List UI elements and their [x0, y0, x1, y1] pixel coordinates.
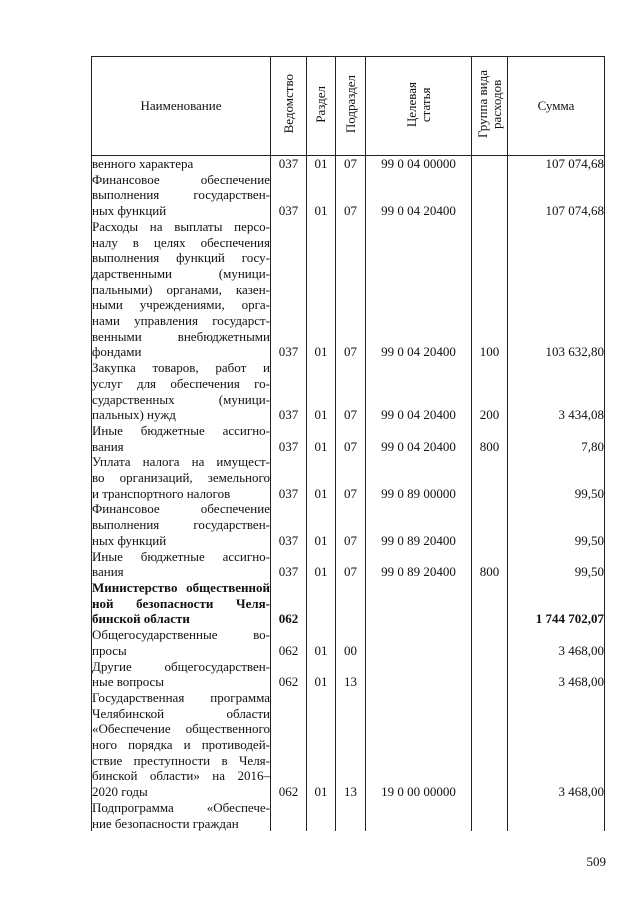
subsection-cell: 13: [336, 659, 366, 690]
name-line: фондами: [92, 344, 142, 360]
name-line: ных функций: [92, 532, 167, 548]
name-cell: [92, 800, 271, 831]
sum-cell: 7,80: [508, 423, 605, 454]
target-item-cell: 99 0 89 20400: [366, 501, 472, 548]
expense-group-cell: 100: [472, 219, 508, 360]
sum-cell: 3 468,00: [508, 690, 605, 800]
name-line: ствие преступности в Челя-: [92, 752, 270, 768]
sum-cell: 3 468,00: [508, 659, 605, 690]
name-line: пальных) нужд: [92, 407, 176, 423]
expense-group-cell: [472, 659, 508, 690]
department-cell: 062: [271, 580, 307, 627]
header-department: Ведомство: [271, 57, 307, 156]
page-number: 509: [586, 854, 606, 869]
name-line: просы: [92, 642, 127, 658]
department-cell: [271, 800, 307, 831]
target-item-cell: [366, 627, 472, 658]
budget-table: [91, 56, 605, 831]
name-line: вания: [92, 564, 124, 580]
table-row: [92, 219, 605, 360]
target-item-cell: 19 0 00 00000: [366, 690, 472, 800]
table-row: [92, 659, 605, 690]
name-line: пальными) органами, казен-: [92, 281, 270, 297]
expense-group-cell: [472, 580, 508, 627]
name-line: налу в целях обеспечения: [92, 234, 270, 250]
table-row: [92, 454, 605, 501]
sum-cell: 99,50: [508, 549, 605, 580]
subsection-cell: 00: [336, 627, 366, 658]
section-cell: [307, 800, 336, 831]
section-cell: 01: [307, 501, 336, 548]
name-cell: [92, 360, 271, 423]
expense-group-cell: 800: [472, 423, 508, 454]
expense-group-cell: [472, 501, 508, 548]
table-row: [92, 360, 605, 423]
section-cell: [307, 580, 336, 627]
section-cell: 01: [307, 627, 336, 658]
subsection-cell: 13: [336, 690, 366, 800]
name-cell: [92, 454, 271, 501]
table-row: [92, 690, 605, 800]
name-cell: [92, 659, 271, 690]
sum-cell: 103 632,80: [508, 219, 605, 360]
department-cell: 037: [271, 219, 307, 360]
target-item-cell: [366, 800, 472, 831]
name-line: услуг для обеспечения го-: [92, 375, 270, 391]
name-line: Государственная программа: [92, 689, 270, 705]
department-cell: 037: [271, 423, 307, 454]
target-item-cell: [366, 659, 472, 690]
name-line: бинской области» на 2016–: [92, 768, 270, 784]
name-line: Иные бюджетные ассигно-: [92, 422, 270, 438]
name-line: Уплата налога на имущест-: [92, 454, 270, 470]
name-line: Финансовое обеспечение: [92, 171, 270, 187]
header-sum: Сумма: [508, 57, 605, 156]
section-cell: 01: [307, 659, 336, 690]
expense-group-cell: 800: [472, 549, 508, 580]
section-cell: 01: [307, 423, 336, 454]
name-line: вания: [92, 438, 124, 454]
subsection-cell: 07: [336, 423, 366, 454]
name-cell: [92, 156, 271, 172]
section-cell: 01: [307, 454, 336, 501]
sum-cell: 107 074,68: [508, 172, 605, 219]
target-item-cell: 99 0 04 20400: [366, 172, 472, 219]
sum-cell: 1 744 702,07: [508, 580, 605, 627]
name-line: венного характера: [92, 156, 194, 171]
name-line: Челябинской области: [92, 705, 270, 721]
department-cell: 037: [271, 549, 307, 580]
expense-group-cell: [472, 454, 508, 501]
target-item-cell: 99 0 89 00000: [366, 454, 472, 501]
name-line: бинской области: [92, 611, 190, 627]
subsection-cell: 07: [336, 172, 366, 219]
name-line: Иные бюджетные ассигно-: [92, 548, 270, 564]
name-cell: [92, 219, 271, 360]
expense-group-cell: [472, 156, 508, 172]
table-row: [92, 172, 605, 219]
target-item-cell: 99 0 04 00000: [366, 156, 472, 172]
name-line: «Обеспечение общественного: [92, 721, 270, 737]
name-cell: [92, 423, 271, 454]
name-cell: [92, 549, 271, 580]
name-line: нами управления государст-: [92, 313, 270, 329]
section-cell: 01: [307, 549, 336, 580]
department-cell: 037: [271, 360, 307, 423]
department-cell: 062: [271, 690, 307, 800]
subsection-cell: 07: [336, 219, 366, 360]
subsection-cell: 07: [336, 501, 366, 548]
section-cell: 01: [307, 360, 336, 423]
department-cell: 037: [271, 501, 307, 548]
section-cell: 01: [307, 219, 336, 360]
name-line: ной безопасности Челя-: [92, 595, 270, 611]
subsection-cell: [336, 580, 366, 627]
section-cell: 01: [307, 172, 336, 219]
header-expense-group: Группа вида расходов: [472, 57, 508, 156]
header-name: Наименование: [92, 57, 271, 156]
subsection-cell: [336, 800, 366, 831]
table-row: [92, 501, 605, 548]
table-row: [92, 800, 605, 831]
name-line: Финансовое обеспечение: [92, 501, 270, 517]
name-line: Подпрограмма «Обеспече-: [92, 799, 270, 815]
name-cell: [92, 580, 271, 627]
subsection-cell: 07: [336, 454, 366, 501]
table-row: [92, 423, 605, 454]
name-line: ными учреждениями, орга-: [92, 297, 270, 313]
subsection-cell: 07: [336, 360, 366, 423]
name-line: ных функций: [92, 203, 167, 219]
name-cell: [92, 690, 271, 800]
name-line: сударственных (муници-: [92, 391, 270, 407]
table-row: [92, 580, 605, 627]
expense-group-cell: 200: [472, 360, 508, 423]
section-cell: 01: [307, 690, 336, 800]
name-line: 2020 годы: [92, 784, 148, 800]
expense-group-cell: [472, 172, 508, 219]
name-line: выполнения государствен-: [92, 517, 270, 533]
expense-group-cell: [472, 690, 508, 800]
department-cell: 037: [271, 156, 307, 172]
name-line: Общегосударственные во-: [92, 627, 270, 643]
header-section: Раздел: [307, 57, 336, 156]
name-line: выполнения функций госу-: [92, 250, 270, 266]
target-item-cell: 99 0 89 20400: [366, 549, 472, 580]
table-row: [92, 627, 605, 658]
section-cell: 01: [307, 156, 336, 172]
name-line: во организаций, земельного: [92, 470, 270, 486]
table-header: [92, 57, 605, 156]
department-cell: 062: [271, 627, 307, 658]
expense-group-cell: [472, 800, 508, 831]
target-item-cell: [366, 580, 472, 627]
name-cell: [92, 172, 271, 219]
name-line: Другие общегосударствен-: [92, 658, 270, 674]
department-cell: 037: [271, 454, 307, 501]
sum-cell: 99,50: [508, 454, 605, 501]
name-cell: [92, 501, 271, 548]
name-line: венными внебюджетными: [92, 328, 270, 344]
table-row: [92, 156, 605, 172]
sum-cell: 3 434,08: [508, 360, 605, 423]
subsection-cell: 07: [336, 549, 366, 580]
table-body: [92, 156, 605, 832]
sum-cell: 3 468,00: [508, 627, 605, 658]
target-item-cell: 99 0 04 20400: [366, 360, 472, 423]
name-line: ние безопасности граждан: [92, 815, 239, 831]
subsection-cell: 07: [336, 156, 366, 172]
name-line: Расходы на выплаты персо-: [92, 218, 270, 234]
name-line: Закупка товаров, работ и: [92, 360, 270, 376]
name-line: ные вопросы: [92, 674, 165, 690]
header-subsection: Подраздел: [336, 57, 366, 156]
header-target-item: Целевая статья: [366, 57, 472, 156]
name-line: ного порядка и противодей-: [92, 737, 270, 753]
sum-cell: 99,50: [508, 501, 605, 548]
department-cell: 062: [271, 659, 307, 690]
sum-cell: [508, 800, 605, 831]
name-line: дарственными (муници-: [92, 265, 270, 281]
name-line: и транспортного налогов: [92, 485, 231, 501]
expense-group-cell: [472, 627, 508, 658]
sum-cell: 107 074,68: [508, 156, 605, 172]
name-line: выполнения государствен-: [92, 187, 270, 203]
target-item-cell: 99 0 04 20400: [366, 219, 472, 360]
target-item-cell: 99 0 04 20400: [366, 423, 472, 454]
name-line: Министерство общественной: [92, 579, 270, 595]
name-cell: [92, 627, 271, 658]
department-cell: 037: [271, 172, 307, 219]
table-row: [92, 549, 605, 580]
